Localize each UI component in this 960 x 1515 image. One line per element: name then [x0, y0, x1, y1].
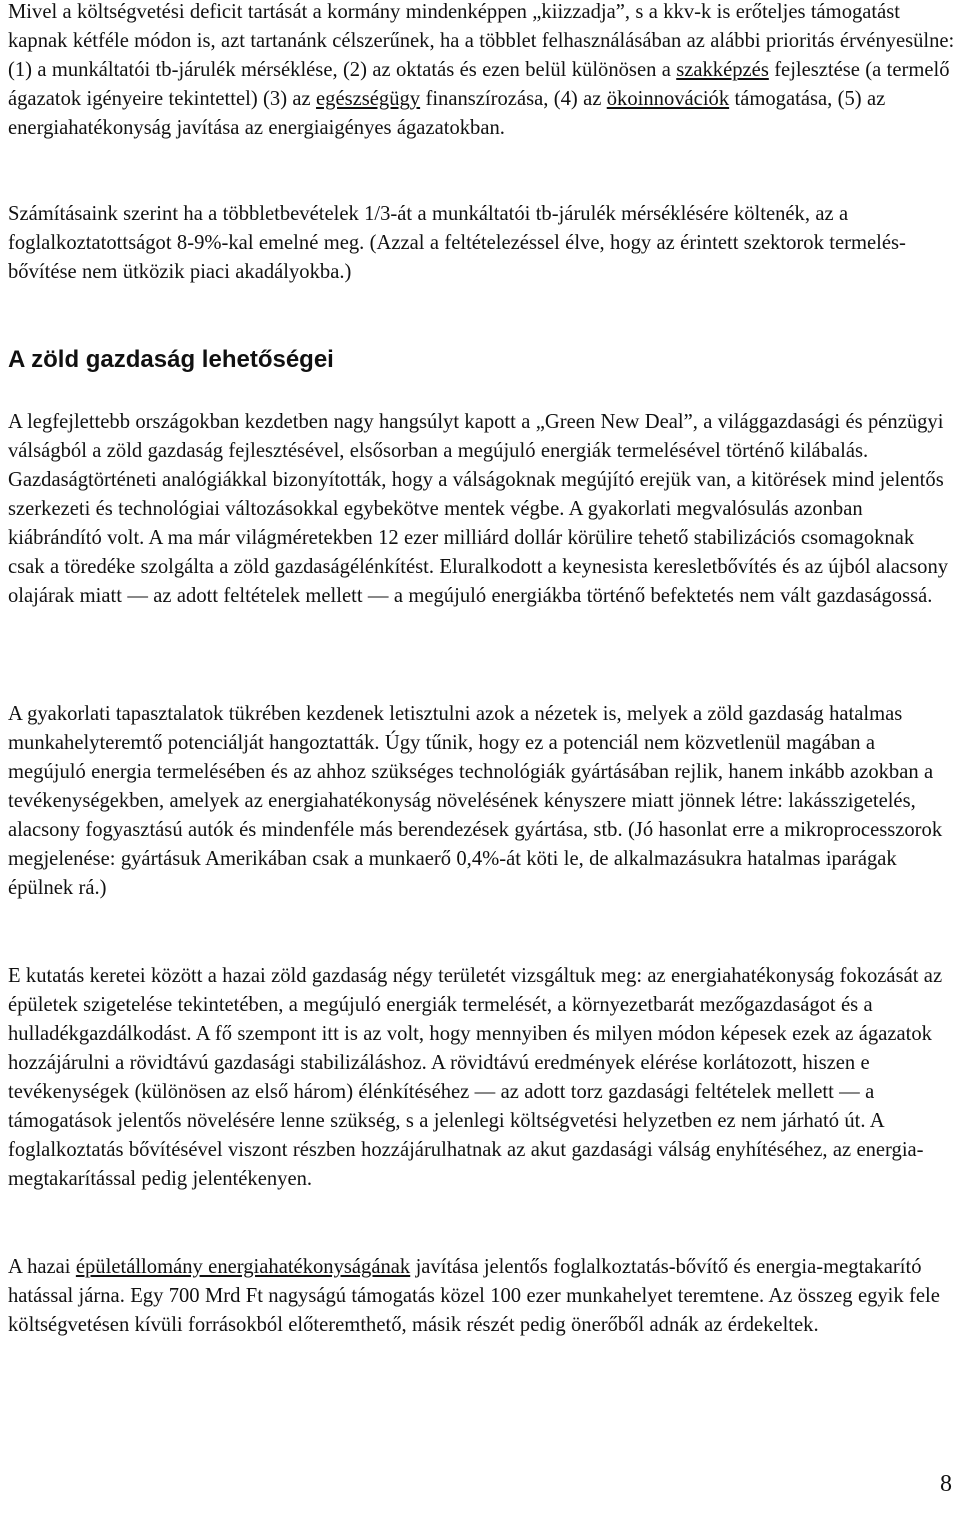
text-run: fejlesztése (a termelő ágazatok igényeire tekintettel) (3) az: [8, 59, 950, 110]
paragraph-research-scope: [8, 962, 956, 1194]
paragraph-calculations: [8, 200, 956, 287]
section-heading: A zöld gazdaság lehetőségei: [8, 346, 334, 373]
underlined-term-okoinnovaciok: ökoinnovációk: [606, 88, 730, 110]
paragraph-text: A gyakorlati tapasztalatok tükrében kezdenek letisztulni azok a nézetek is, melyek a zöld gazdaság hatalmas munkahelyteremtő potenciálját hangoztatták. Úgy tűnik, hogy ez a potenciál nem közvetlenül magában a megújuló energia termelésében és az ahhoz szükséges technológiák gyártásában rejlik, hanem inkább azokban a tevékenységekben, amelyek az energiahatékonyság növelésének kényszere miatt jönnek létre: lakásszigetelés, alacsony fogyasztású autók és mindenféle más berendezések gyártása, stb. (Jó hasonlat erre a mikroprocesszorok megjelenése: gyártásuk Amerikában csak a munkaerő 0,4%-át köti le, de alkalmazásukra hatalmas iparágak épülnek rá.): [8, 703, 943, 899]
text-run: javítása jelentős foglalkoztatás-bővítő és energia-megtakarító hatással járna. Egy 700 Mrd Ft nagyságú támogatás közel 100 ezer munkahelyet teremtene. Az összeg egyik fele költségvetésen kívüli forrásokból előteremthető, másik részét pedig önerőből adnák az érdekeltek.: [8, 1256, 940, 1336]
paragraph-building-efficiency: [8, 1253, 956, 1340]
text-run: Mivel a költségvetési deficit tartását a kormány mindenképpen „kiizzadja”, s a kkv-k is erőteljes támogatást kapnak kétféle módon is, azt tartanánk célszerűnek, ha a többlet felhasználásában az alábbi prioritás érvényesülne: (1) a munkáltatói tb-járulék mérséklése, (2) az oktatás és ezen belül különösen a: [8, 1, 955, 81]
paragraph-priorities: [8, 0, 956, 143]
underlined-term-egeszsegugy: egészségügy: [316, 88, 421, 110]
paragraph-job-potential: [8, 700, 956, 903]
paragraph-text: E kutatás keretei között a hazai zöld gazdaság négy területét vizsgáltuk meg: az energiahatékonyság fokozását az épületek szigetelése tekintetében, a megújuló energiák termelését, a környezetbarát mezőgazdaságot és a hulladékgazdálkodást. A fő szempont itt is az volt, hogy mennyiben és milyen módon képesek ezek az ágazatok hozzájárulni a rövidtávú gazdasági stabilizáláshoz. A rövidtávú eredmények elérése korlátozott, hiszen e tevékenységek (különösen az első három) élénkítéséhez — az adott torz gazdasági feltételek mellett — a támogatások jelentős növelésére lenne szükség, s a jelenlegi költségvetési helyzetben ez nem járható út. A foglalkoztatás bővítésével viszont részben hozzájárulhatnak az akut gazdasági válság enyhítéséhez, az energia-megtakarítással pedig jelentékenyen.: [8, 965, 943, 1190]
text-run: finanszírozása, (4) az: [420, 88, 607, 110]
page-number: 8: [940, 1471, 952, 1497]
text-run: támogatása, (5) az energiahatékonyság javítása az energiaigényes ágazatokban.: [8, 88, 886, 139]
paragraph-green-new-deal: [8, 408, 956, 611]
underlined-term-szakkepzes: szakképzés: [676, 59, 769, 81]
paragraph-text: A legfejlettebb országokban kezdetben nagy hangsúlyt kapott a „Green New Deal”, a világgazdasági és pénzügyi válságból a zöld gazdaság fejlesztésével, elsősorban a megújuló energiák termelésével történő kilábalás. Gazdaságtörténeti analógiákkal bizonyították, hogy a válságoknak megújító erejük van, a kitörések mind jelentős szerkezeti és technológiai változásokkal egybekötve mentek végbe. A gyakorlati megvalósulás azonban kiábrándító volt. A ma már világméretekben 12 ezer milliárd dollár körülire tehető stabilizációs csomagoknak csak a töredéke szolgálta a zöld gazdaságélénkítést. Eluralkodott a keynesista keresletbővítés és az újból alacsony olajárak miatt — az adott feltételek mellett — a megújuló energiákba történő befektetés nem vált gazdaságossá.: [8, 411, 949, 607]
text-run: A hazai: [8, 1256, 76, 1278]
paragraph-text: Számításaink szerint ha a többletbevételek 1/3-át a munkáltatói tb-járulék mérséklésére költenék, az a foglalkoztatottságot 8-9%-kal emelné meg. (Azzal a feltételezéssel élve, hogy az érintett szektorok termelés-bővítése nem ütközik piaci akadályokba.): [8, 203, 906, 283]
underlined-term-epuletallomany: épületállomány energiahatékonyságának: [75, 1256, 411, 1278]
